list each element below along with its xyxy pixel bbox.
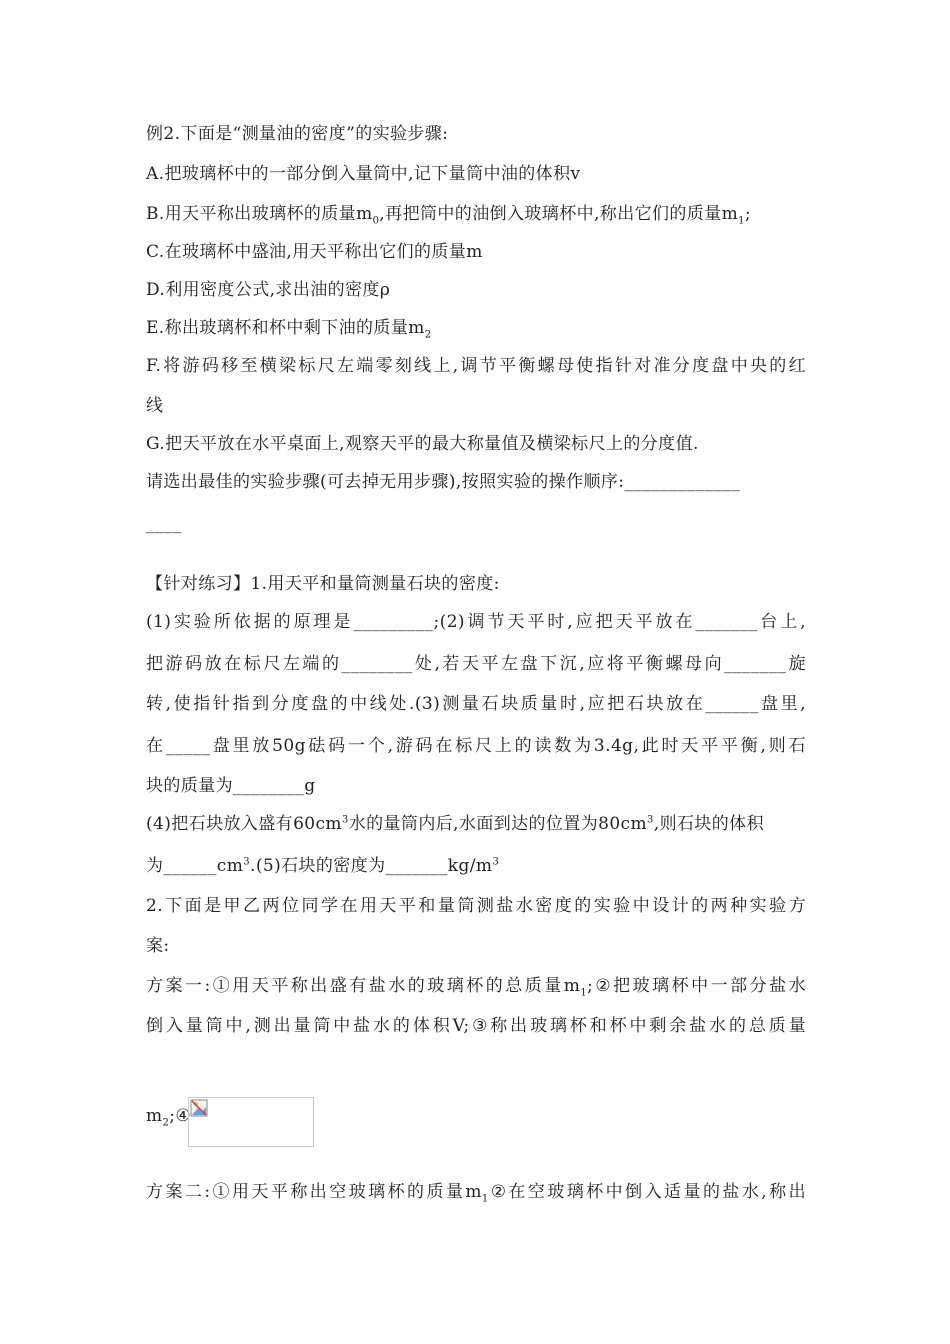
practice-line3: 把游码放在标尺左端的________处,若天平左盘下沉,应将平衡螺母向_______旋	[146, 654, 806, 674]
step-e: E.称出玻璃杯和杯中剩下油的质量$m_2$	[146, 318, 432, 341]
step-d: D.利用密度公式,求出油的密度ρ	[146, 280, 391, 300]
step-f-line1: F.将游码移至横梁标尺左端零刻线上,调节平衡螺母使指针对准分度盘中央的红	[146, 356, 806, 376]
plan1-line2: 倒入量筒中,测出量筒中盐水的体积V;③称出玻璃杯和杯中剩余盐水的总质量	[146, 1016, 806, 1036]
step-b: B.用天平称出玻璃杯的质量$m_0$,再把筒中的油倒入玻璃杯中,称出它们的质量$m_1$;	[146, 204, 752, 227]
example-title: 例2.下面是“测量油的密度”的实验步骤:	[146, 124, 449, 144]
practice-line8: 为$\_\_\_\_\_\_cm^3.(5)$石块的密度为$\_\_\_\_\_\_\_kg/m^3$	[146, 856, 500, 876]
practice-line5: 在_____盘里放50g砝码一个,游码在标尺上的读数为3.4g,此时天平平衡,则石	[146, 736, 806, 756]
practice-line7: (4)把石块放入盛有$60cm^3$水的量筒内后,水面到达的位置为$80cm^3$,则石块的体积	[146, 814, 764, 834]
practice-line4: 转,使指针指到分度盘的中线处.(3)测量石块质量时,应把石块放在______盘里,	[146, 694, 806, 714]
step-f-line2: 线	[146, 396, 164, 416]
q2-line2: 案:	[146, 936, 170, 956]
practice-title: 【针对练习】1.用天平和量筒测量石块的密度:	[146, 574, 500, 594]
step-g: G.把天平放在水平桌面上,观察天平的最大称量值及横梁标尺上的分度值.	[146, 434, 699, 454]
practice-line6: 块的质量为________g	[146, 776, 316, 796]
plan1-line1: 方案一:①用天平称出盛有盐水的玻璃杯的总质量$m_1;②$把玻璃杯中一部分盐水	[146, 976, 806, 999]
step-a: A.把玻璃杯中的一部分倒入量筒中,记下量筒中油的体积v	[146, 164, 581, 184]
broken-image-icon	[190, 1099, 208, 1117]
q2-line1: 2.下面是甲乙两位同学在用天平和量筒测盐水密度的实验中设计的两种实验方	[146, 896, 806, 916]
question-line1: 请选出最佳的实验步骤(可去掉无用步骤),按照实验的操作顺序:_____________	[146, 472, 741, 492]
question-line2: ____	[146, 514, 182, 534]
step-c: C.在玻璃杯中盛油,用天平称出它们的质量m	[146, 242, 483, 262]
broken-image-placeholder	[188, 1097, 314, 1147]
plan2-line1: 方案二:①用天平称出空玻璃杯的质量$m_1②$在空玻璃杯中倒入适量的盐水,称出	[146, 1182, 806, 1205]
plan1-line3: $m_2;④$	[146, 1106, 192, 1129]
practice-line2: (1)实验所依据的原理是_________;(2)调节天平时,应把天平放在_______台上,	[146, 612, 806, 632]
